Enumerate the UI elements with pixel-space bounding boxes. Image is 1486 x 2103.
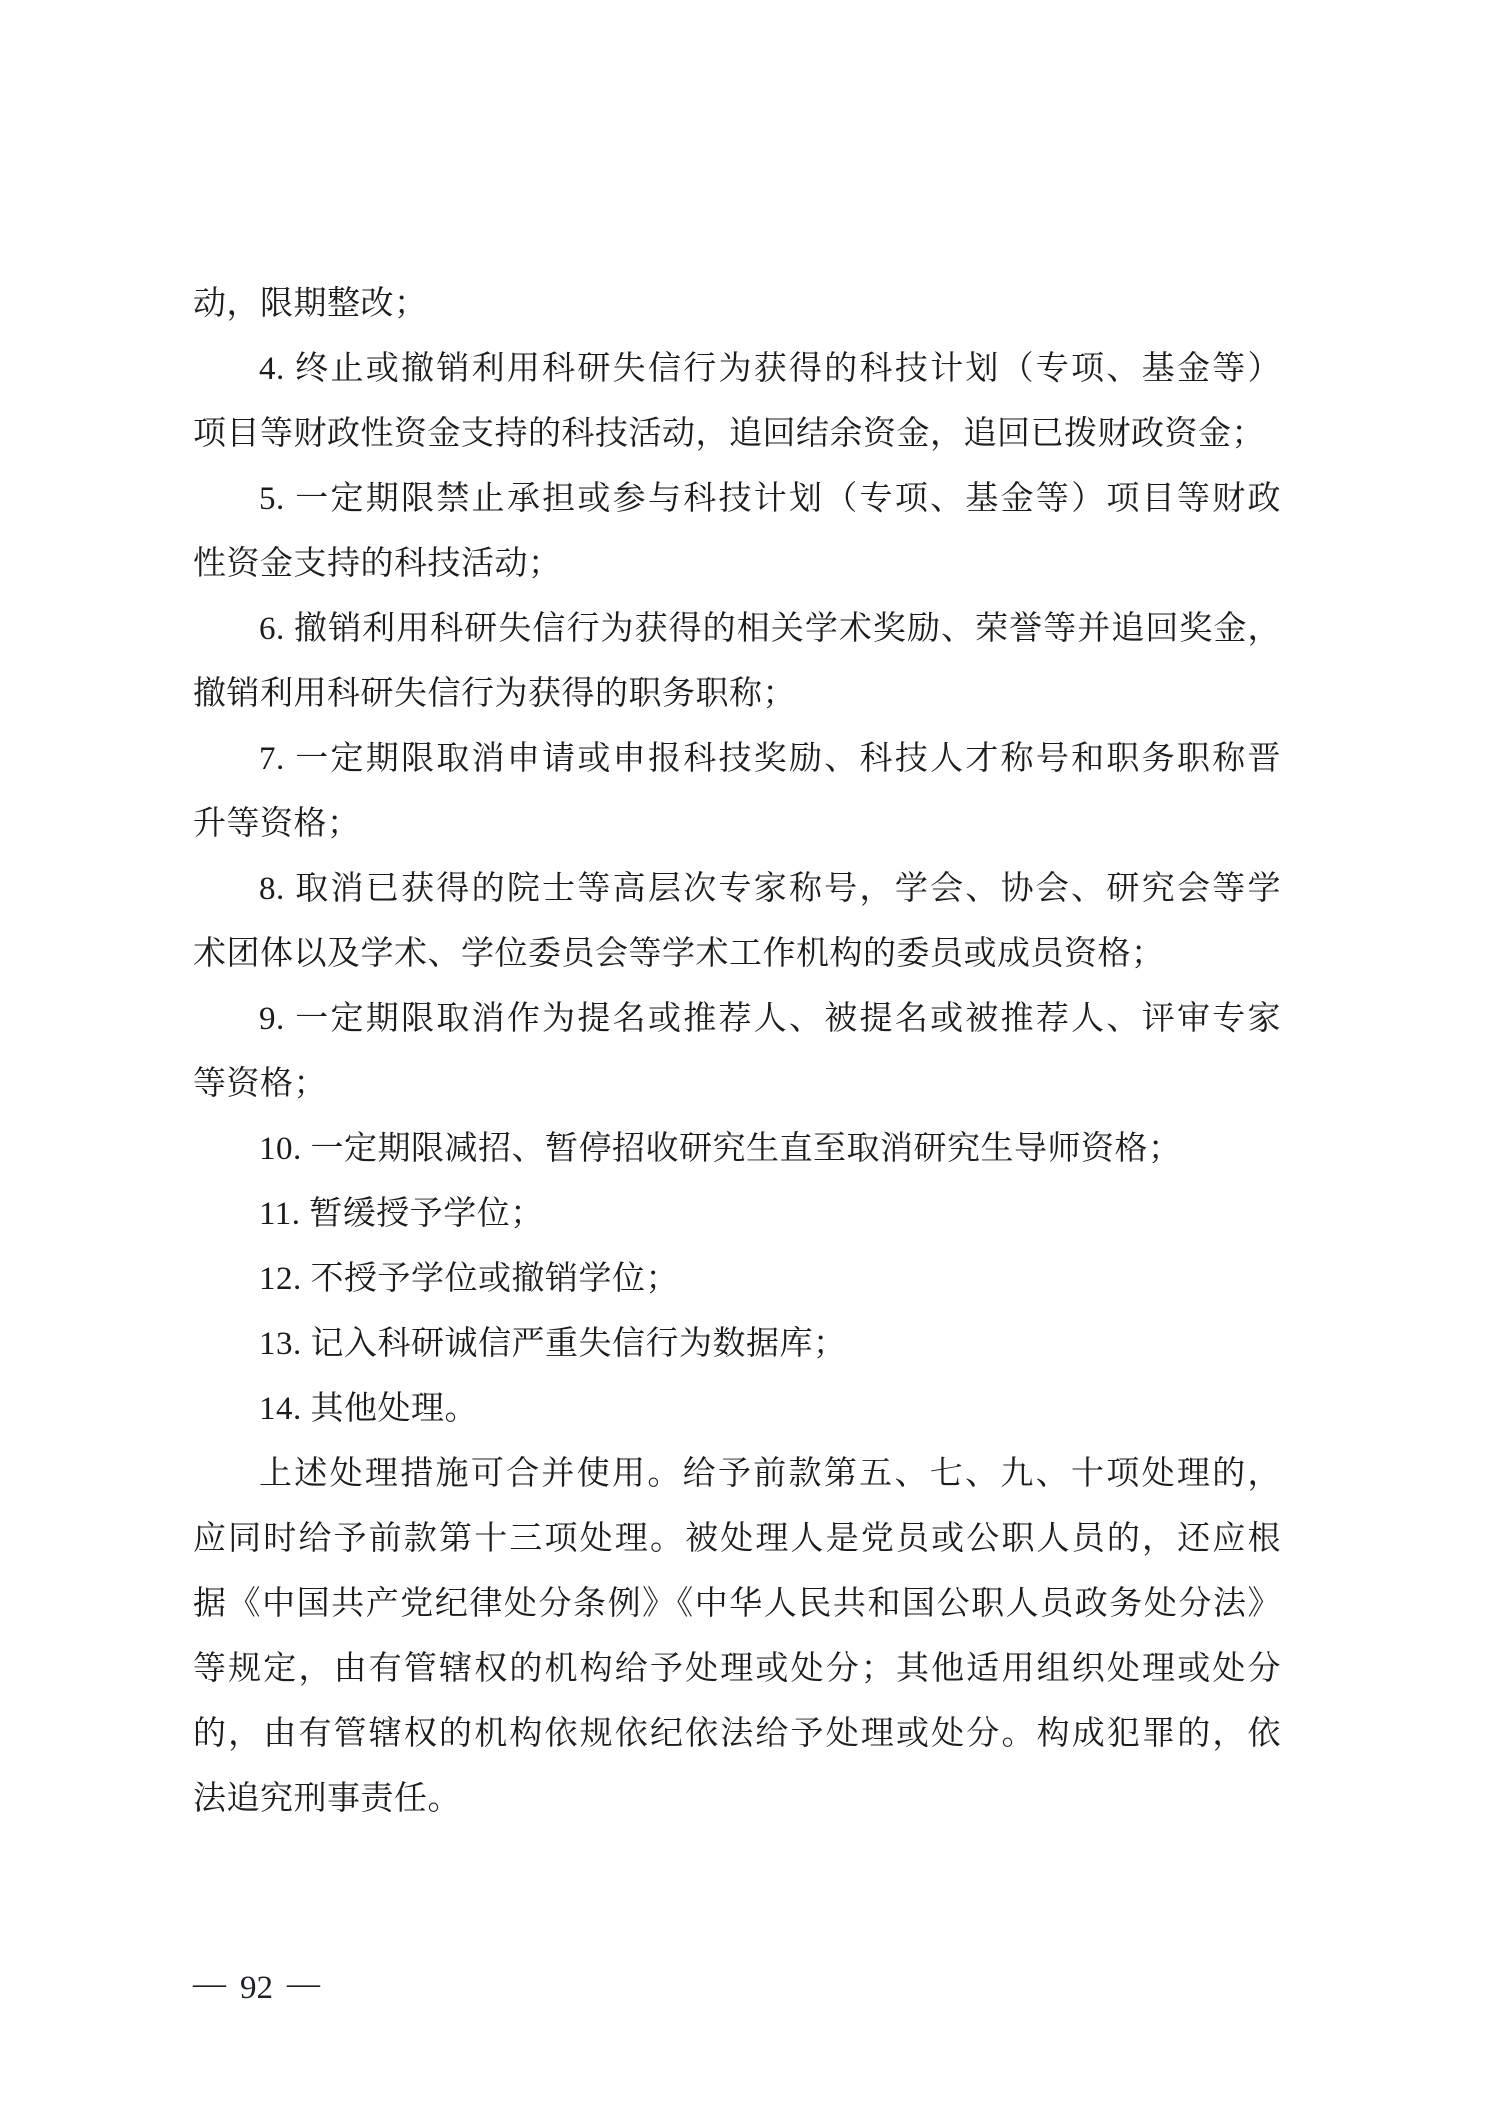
text-line: 10. 一定期限减招、暂停招收研究生直至取消研究生导师资格； xyxy=(259,1131,1182,1167)
text-line: 5. 一定期限禁止承担或参与科技计划（专项、基金等）项目等财政 xyxy=(259,481,1281,517)
text-line: 6. 撤销利用科研失信行为获得的相关学术奖励、荣誉等并追回奖金， xyxy=(259,611,1281,647)
page-footer xyxy=(193,1966,320,2007)
text-line: 据《中国共产党纪律处分条例》《中华人民共和国公职人员政务处分法》 xyxy=(193,1586,1281,1622)
text-line: 法追究刑事责任。 xyxy=(193,1781,461,1817)
text-line: 升等资格； xyxy=(193,806,361,842)
text-line: 4. 终止或撤销利用科研失信行为获得的科技计划（专项、基金等） xyxy=(259,351,1281,387)
text-line: 的，由有管辖权的机构依规依纪依法给予处理或处分。构成犯罪的，依 xyxy=(193,1716,1281,1752)
text-line: 撤销利用科研失信行为获得的职务职称； xyxy=(193,676,796,712)
text-line: 8. 取消已获得的院士等高层次专家称号，学会、协会、研究会等学 xyxy=(259,871,1281,907)
body-text-block xyxy=(193,272,1281,1832)
text-line: 13. 记入科研诚信严重失信行为数据库； xyxy=(259,1326,847,1362)
text-line: 14. 其他处理。 xyxy=(259,1391,478,1427)
text-line: 术团体以及学术、学位委员会等学术工作机构的委员或成员资格； xyxy=(193,936,1165,972)
footer-left-dash: — xyxy=(193,1966,226,2002)
text-line: 7. 一定期限取消申请或申报科技奖励、科技人才称号和职务职称晋 xyxy=(259,741,1281,777)
text-line: 上述处理措施可合并使用。给予前款第五、七、九、十项处理的， xyxy=(259,1456,1281,1492)
text-line: 等资格； xyxy=(193,1066,327,1102)
text-line: 动，限期整改； xyxy=(193,286,428,322)
text-line: 应同时给予前款第十三项处理。被处理人是党员或公职人员的，还应根 xyxy=(193,1521,1281,1557)
text-line: 性资金支持的科技活动； xyxy=(193,546,562,582)
text-line: 等规定，由有管辖权的机构给予处理或处分；其他适用组织处理或处分 xyxy=(193,1651,1281,1687)
text-line: 11. 暂缓授予学位； xyxy=(259,1196,544,1232)
text-line: 12. 不授予学位或撤销学位； xyxy=(259,1261,679,1297)
text-line: 项目等财政性资金支持的科技活动，追回结余资金，追回已拨财政资金； xyxy=(193,416,1265,452)
footer-right-dash: — xyxy=(287,1966,320,2002)
page-number: 92 xyxy=(240,1970,273,2006)
text-line: 9. 一定期限取消作为提名或推荐人、被提名或被推荐人、评审专家 xyxy=(259,1001,1281,1037)
